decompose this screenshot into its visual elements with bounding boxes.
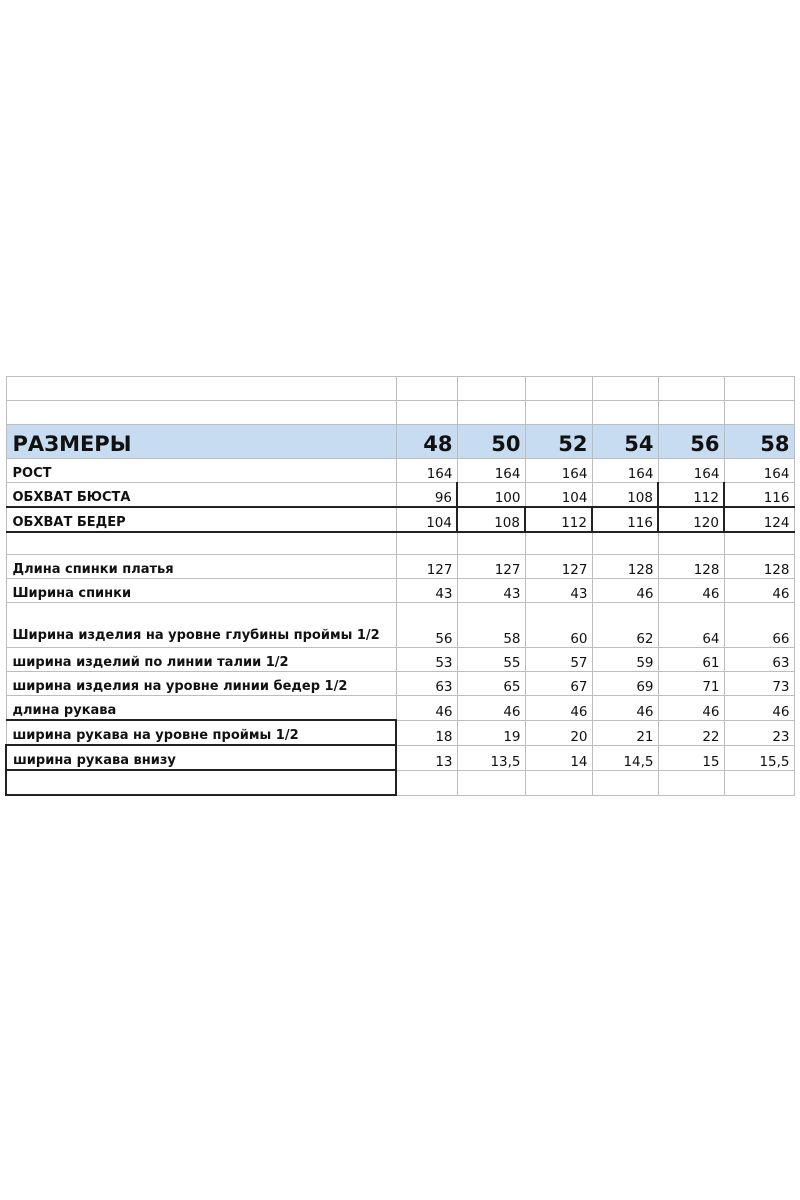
measurement-value: 71: [658, 672, 724, 696]
empty-row: [6, 532, 794, 555]
measurement-value: 63: [724, 648, 794, 672]
measurement-label: Длина спинки платья: [6, 555, 396, 579]
measurement-value: 164: [724, 459, 794, 483]
garment-measurement-row: [6, 579, 794, 603]
size-header-cell: 56: [658, 425, 724, 459]
measurement-value: 43: [396, 579, 457, 603]
empty-row: [6, 377, 794, 401]
measurement-value: 63: [396, 672, 457, 696]
measurement-value: 14: [525, 745, 592, 770]
measurement-value: 127: [525, 555, 592, 579]
size-header-cell: 50: [457, 425, 525, 459]
measurement-label: ОБХВАТ БЕДЕР: [6, 507, 396, 532]
measurement-value: 46: [724, 696, 794, 721]
measurement-label: РОСТ: [6, 459, 396, 483]
measurement-value: 164: [592, 459, 658, 483]
empty-cell: [592, 377, 658, 401]
measurement-label: ширина рукава на уровне проймы 1/2: [6, 720, 396, 745]
empty-cell: [396, 770, 457, 795]
empty-cell: [724, 532, 794, 555]
measurement-value: 53: [396, 648, 457, 672]
measurement-value: 124: [724, 507, 794, 532]
measurement-value: 22: [658, 720, 724, 745]
size-header-cell: 58: [724, 425, 794, 459]
empty-cell: [457, 401, 525, 425]
garment-measurement-row: [6, 720, 794, 745]
measurement-value: 164: [525, 459, 592, 483]
measurement-value: 14,5: [592, 745, 658, 770]
measurement-value: 164: [658, 459, 724, 483]
measurement-value: 21: [592, 720, 658, 745]
measurement-value: 15: [658, 745, 724, 770]
measurement-value: 23: [724, 720, 794, 745]
body-measurement-row: [6, 483, 794, 508]
garment-measurement-row: [6, 648, 794, 672]
measurement-value: 100: [457, 483, 525, 508]
measurement-value: 116: [592, 507, 658, 532]
measurement-value: 59: [592, 648, 658, 672]
empty-cell: [592, 401, 658, 425]
empty-cell: [457, 377, 525, 401]
empty-cell: [6, 532, 396, 555]
measurement-value: 46: [396, 696, 457, 721]
measurement-value: 61: [658, 648, 724, 672]
measurement-value: 62: [592, 603, 658, 648]
measurement-value: 164: [396, 459, 457, 483]
measurement-value: 18: [396, 720, 457, 745]
measurement-value: 64: [658, 603, 724, 648]
measurement-value: 57: [525, 648, 592, 672]
size-header-cell: 52: [525, 425, 592, 459]
measurement-value: 46: [457, 696, 525, 721]
empty-cell: [396, 377, 457, 401]
body-measurement-row: [6, 459, 794, 483]
measurement-value: 46: [592, 579, 658, 603]
empty-cell: [525, 770, 592, 795]
measurement-value: 60: [525, 603, 592, 648]
measurement-value: 73: [724, 672, 794, 696]
empty-cell: [658, 770, 724, 795]
size-chart-table: [5, 376, 795, 796]
garment-measurement-row: [6, 696, 794, 721]
empty-cell: [6, 401, 396, 425]
measurement-value: 46: [592, 696, 658, 721]
measurement-value: 120: [658, 507, 724, 532]
measurement-value: 127: [396, 555, 457, 579]
measurement-value: 69: [592, 672, 658, 696]
measurement-value: 104: [525, 483, 592, 508]
garment-measurement-row: [6, 555, 794, 579]
empty-cell: [6, 377, 396, 401]
garment-measurement-row: [6, 672, 794, 696]
measurement-value: 15,5: [724, 745, 794, 770]
measurement-label: длина рукава: [6, 696, 396, 721]
measurement-value: 46: [724, 579, 794, 603]
measurement-value: 13: [396, 745, 457, 770]
measurement-value: 55: [457, 648, 525, 672]
measurement-value: 128: [658, 555, 724, 579]
empty-cell: [724, 401, 794, 425]
measurement-value: 46: [658, 696, 724, 721]
measurement-value: 108: [592, 483, 658, 508]
measurement-label: Ширина спинки: [6, 579, 396, 603]
measurement-value: 46: [658, 579, 724, 603]
empty-cell: [396, 532, 457, 555]
empty-row: [6, 401, 794, 425]
measurement-value: 43: [525, 579, 592, 603]
sizes-header-row: [6, 425, 794, 459]
measurement-value: 96: [396, 483, 457, 508]
measurement-value: 128: [724, 555, 794, 579]
measurement-label: ширина изделия на уровне линии бедер 1/2: [6, 672, 396, 696]
empty-cell: [592, 770, 658, 795]
measurement-value: 127: [457, 555, 525, 579]
empty-cell: [6, 770, 396, 795]
garment-measurement-row: [6, 745, 794, 770]
measurement-value: 112: [525, 507, 592, 532]
measurement-value: 43: [457, 579, 525, 603]
measurement-value: 128: [592, 555, 658, 579]
measurement-label: Ширина изделия на уровне глубины проймы 1/2: [6, 603, 396, 648]
measurement-value: 104: [396, 507, 457, 532]
sizes-header-label: РАЗМЕРЫ: [6, 425, 396, 459]
empty-cell: [457, 532, 525, 555]
measurement-value: 65: [457, 672, 525, 696]
measurement-label: ширина рукава внизу: [6, 745, 396, 770]
measurement-value: 19: [457, 720, 525, 745]
measurement-value: 116: [724, 483, 794, 508]
measurement-value: 108: [457, 507, 525, 532]
empty-cell: [525, 377, 592, 401]
empty-cell: [525, 401, 592, 425]
empty-cell: [457, 770, 525, 795]
body-measurement-row: [6, 507, 794, 532]
measurement-value: 56: [396, 603, 457, 648]
measurement-label: ОБХВАТ БЮСТА: [6, 483, 396, 508]
measurement-value: 46: [525, 696, 592, 721]
empty-cell: [724, 770, 794, 795]
measurement-value: 164: [457, 459, 525, 483]
garment-measurement-row: [6, 603, 794, 648]
empty-cell: [724, 377, 794, 401]
empty-cell: [658, 532, 724, 555]
empty-cell: [525, 532, 592, 555]
measurement-value: 67: [525, 672, 592, 696]
empty-row: [6, 770, 794, 795]
measurement-value: 20: [525, 720, 592, 745]
measurement-value: 66: [724, 603, 794, 648]
measurement-value: 13,5: [457, 745, 525, 770]
measurement-value: 58: [457, 603, 525, 648]
measurement-label: ширина изделий по линии талии 1/2: [6, 648, 396, 672]
empty-cell: [658, 401, 724, 425]
size-header-cell: 54: [592, 425, 658, 459]
measurement-value: 112: [658, 483, 724, 508]
empty-cell: [396, 401, 457, 425]
size-header-cell: 48: [396, 425, 457, 459]
empty-cell: [592, 532, 658, 555]
empty-cell: [658, 377, 724, 401]
